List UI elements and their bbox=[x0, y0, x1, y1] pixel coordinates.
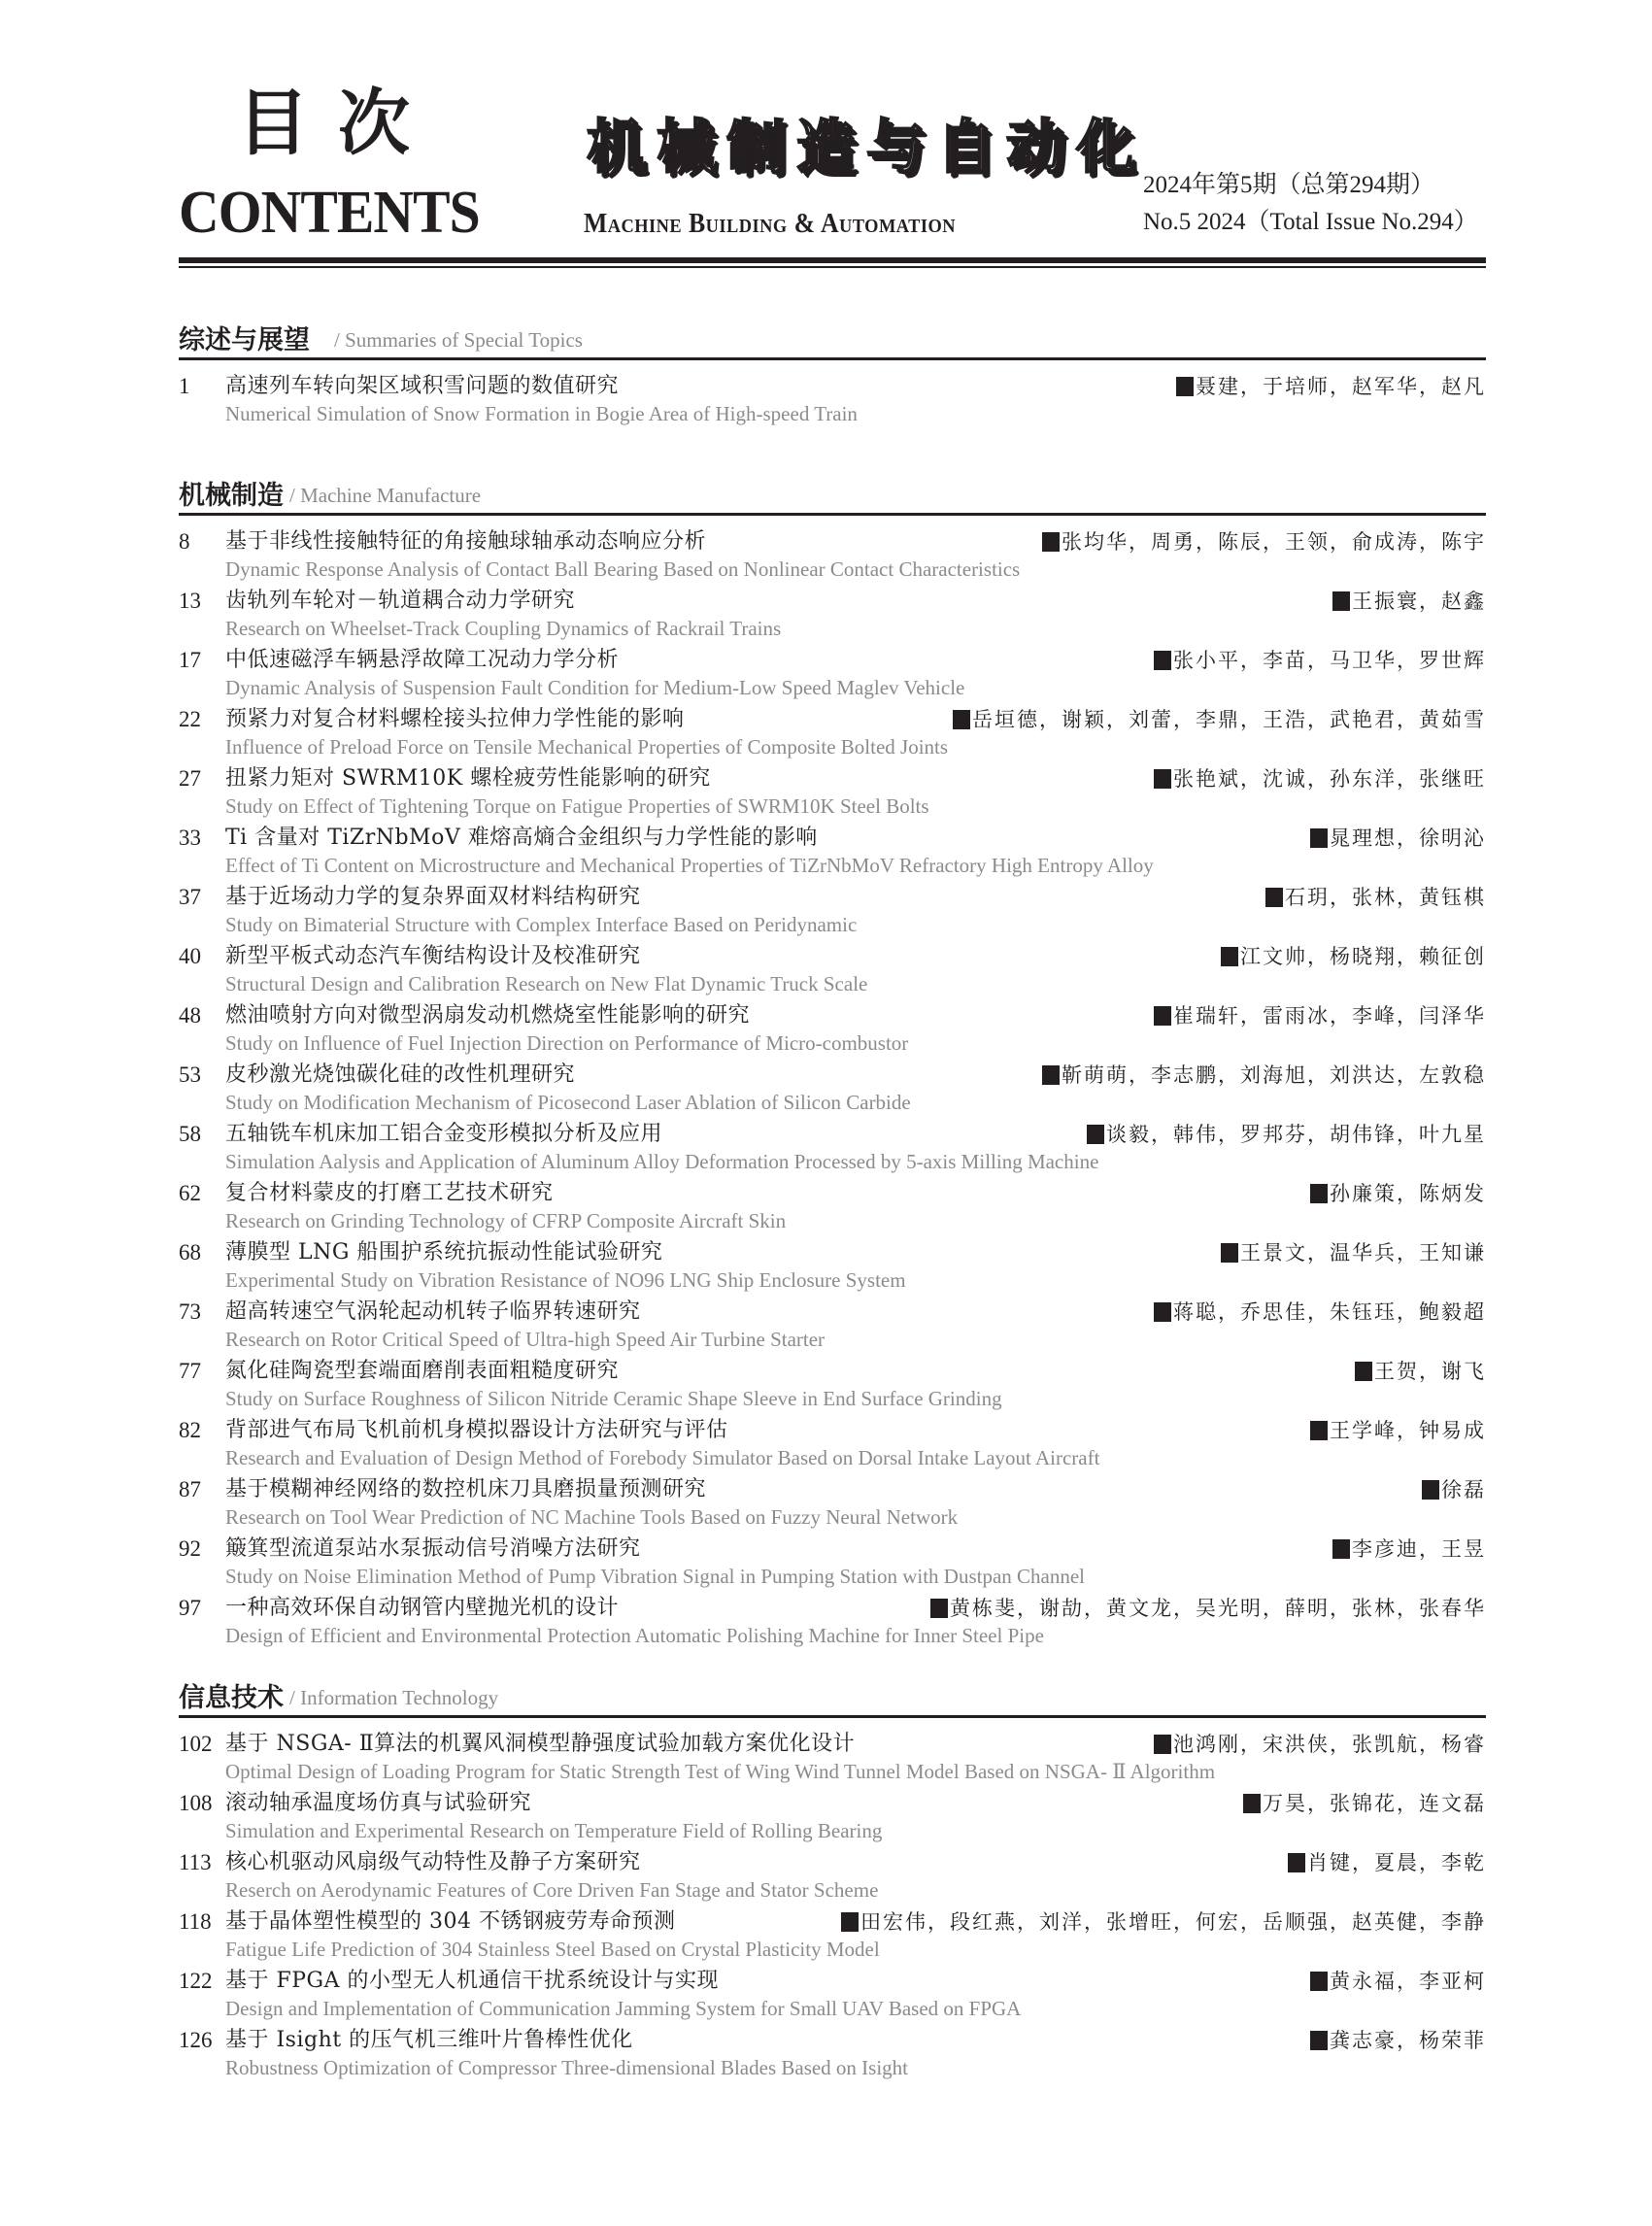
article-title-en[interactable]: Research on Grinding Technology of CFRP Composite Aircraft Skin bbox=[225, 1209, 787, 1232]
authors-text: 田宏伟，段红燕，刘洋，张增旺，何宏，岳顺强，赵英健，李静 bbox=[860, 1910, 1486, 1934]
toc-entry[interactable] bbox=[179, 1787, 1486, 1846]
author-list bbox=[1087, 1121, 1486, 1148]
toc-entry[interactable] bbox=[179, 1533, 1486, 1592]
article-title-cn[interactable]: 薄膜型 LNG 船围护系统抗振动性能试验研究 bbox=[225, 1240, 663, 1265]
authors-text: 张小平，李苗，马卫华，罗世辉 bbox=[1173, 649, 1486, 672]
article-title-cn[interactable]: 预紧力对复合材料螺栓接头拉伸力学性能的影响 bbox=[225, 707, 685, 731]
article-title-en[interactable]: Dynamic Analysis of Suspension Fault Condition for Medium-Low Speed Maglev Vehicle bbox=[225, 676, 965, 699]
author-list bbox=[1176, 373, 1486, 400]
authors-text: 徐磊 bbox=[1441, 1478, 1486, 1501]
author-marker-icon bbox=[1087, 1125, 1104, 1144]
article-title-cn[interactable]: 扭紧力矩对 SWRM10K 螺栓疲劳性能影响的研究 bbox=[225, 766, 711, 791]
toc-entry[interactable] bbox=[179, 762, 1486, 822]
author-list bbox=[1042, 528, 1486, 556]
section-title-cn: 综述与展望 bbox=[179, 325, 310, 355]
toc-entry[interactable] bbox=[179, 1473, 1486, 1533]
toc-entry[interactable] bbox=[179, 881, 1486, 940]
author-list bbox=[1154, 647, 1486, 674]
toc-entry[interactable] bbox=[179, 525, 1486, 585]
toc-entry[interactable] bbox=[179, 585, 1486, 644]
toc-entry[interactable] bbox=[179, 999, 1486, 1059]
author-marker-icon bbox=[1154, 769, 1171, 789]
article-title-cn[interactable]: 一种高效环保自动钢管内壁抛光机的设计 bbox=[225, 1596, 620, 1620]
article-title-en[interactable]: Study on Modification Mechanism of Picosecond Laser Ablation of Silicon Carbide bbox=[225, 1091, 911, 1114]
article-title-cn[interactable]: 簸箕型流道泵站水泵振动信号消噪方法研究 bbox=[225, 1536, 641, 1561]
author-marker-icon bbox=[1154, 1302, 1171, 1322]
toc-title-en: CONTENTS bbox=[179, 180, 480, 246]
author-marker-icon bbox=[1355, 1362, 1372, 1381]
article-title-en[interactable]: Robustness Optimization of Compressor Three-dimensional Blades Based on Isight bbox=[225, 2056, 909, 2079]
page-number: 126 bbox=[179, 2028, 213, 2052]
page-number: 27 bbox=[179, 766, 201, 791]
toc-entry[interactable] bbox=[179, 1296, 1486, 1355]
article-title-en[interactable]: Experimental Study on Vibration Resistance of NO96 LNG Ship Enclosure System bbox=[225, 1268, 906, 1292]
author-list bbox=[1310, 1180, 1486, 1207]
page-number: 58 bbox=[179, 1122, 201, 1146]
article-title-en[interactable]: Design and Implementation of Communication Jamming System for Small UAV Based on FPGA bbox=[225, 1997, 1022, 2020]
article-title-en[interactable]: Structural Design and Calibration Research on New Flat Dynamic Truck Scale bbox=[225, 972, 868, 995]
article-title-en[interactable]: Effect of Ti Content on Microstructure and Mechanical Properties of TiZrNbMoV Refractory High Entropy Alloy bbox=[225, 854, 1154, 877]
author-list bbox=[953, 706, 1486, 733]
article-title-cn[interactable]: 基于晶体塑性模型的 304 不锈钢疲劳寿命预测 bbox=[225, 1909, 676, 1934]
article-title-en[interactable]: Numerical Simulation of Snow Formation in Bogie Area of High-speed Train bbox=[225, 402, 858, 425]
article-title-en[interactable]: Design of Efficient and Environmental Protection Automatic Polishing Machine for Inner Steel Pipe bbox=[225, 1624, 1044, 1647]
page-number: 97 bbox=[179, 1596, 201, 1620]
authors-text: 肖键，夏晨，李乾 bbox=[1307, 1851, 1486, 1874]
article-title-cn[interactable]: 滚动轴承温度场仿真与试验研究 bbox=[225, 1791, 532, 1815]
article-title-cn[interactable]: 超高转速空气涡轮起动机转子临界转速研究 bbox=[225, 1299, 641, 1324]
author-list bbox=[1288, 1849, 1486, 1876]
page-number: 118 bbox=[179, 1909, 212, 1934]
authors-text: 池鸿刚，宋洪侠，张凯航，杨睿 bbox=[1173, 1733, 1486, 1756]
author-marker-icon bbox=[1154, 1006, 1171, 1026]
article-title-cn[interactable]: 背部进气布局飞机前机身模拟器设计方法研究与评估 bbox=[225, 1418, 728, 1442]
author-list bbox=[1221, 943, 1486, 970]
author-list bbox=[1310, 1968, 1486, 1995]
author-marker-icon bbox=[1221, 947, 1238, 966]
section-header bbox=[179, 472, 1486, 516]
author-marker-icon bbox=[1042, 532, 1060, 552]
author-list bbox=[1221, 1239, 1486, 1266]
authors-text: 江文帅，杨晓翔，赖征创 bbox=[1240, 945, 1486, 968]
page-number: 17 bbox=[179, 648, 201, 672]
article-title-cn[interactable]: 基于非线性接触特征的角接触球轴承动态响应分析 bbox=[225, 529, 707, 554]
author-marker-icon bbox=[1332, 1539, 1350, 1559]
journal-title-en: Machine Building & Automation bbox=[584, 209, 957, 239]
authors-text: 靳萌萌，李志鹏，刘海旭，刘洪达，左敦稳 bbox=[1062, 1063, 1486, 1087]
page-number: 82 bbox=[179, 1418, 201, 1442]
article-title-en[interactable]: Dynamic Response Analysis of Contact Ball Bearing Based on Nonlinear Contact Characteristics bbox=[225, 557, 1021, 581]
article-title-en[interactable]: Influence of Preload Force on Tensile Mechanical Properties of Composite Bolted Joints bbox=[225, 735, 949, 759]
article-title-cn[interactable]: 基于 NSGA- Ⅱ算法的机翼风洞模型静强度试验加载方案优化设计 bbox=[225, 1732, 856, 1756]
author-marker-icon bbox=[1042, 1065, 1060, 1085]
author-marker-icon bbox=[1221, 1243, 1238, 1263]
masthead-rule-thick bbox=[179, 257, 1486, 263]
article-title-cn[interactable]: 复合材料蒙皮的打磨工艺技术研究 bbox=[225, 1181, 554, 1205]
masthead bbox=[179, 78, 1486, 268]
article-title-cn[interactable]: 基于 FPGA 的小型无人机通信干扰系统设计与实现 bbox=[225, 1969, 720, 1993]
authors-text: 王贺，谢飞 bbox=[1374, 1360, 1486, 1383]
toc-entry[interactable] bbox=[179, 1592, 1486, 1651]
author-list bbox=[1310, 825, 1486, 852]
toc-entry[interactable] bbox=[179, 1906, 1486, 1965]
toc-entry[interactable] bbox=[179, 2024, 1486, 2083]
article-title-en[interactable]: Study on Bimaterial Structure with Complex Interface Based on Peridynamic bbox=[225, 913, 858, 936]
page-number: 113 bbox=[179, 1850, 212, 1874]
article-title-cn[interactable]: 氮化硅陶瓷型套端面磨削表面粗糙度研究 bbox=[225, 1359, 620, 1383]
author-list bbox=[1310, 1417, 1486, 1444]
authors-text: 王学峰，钟易成 bbox=[1330, 1419, 1486, 1442]
toc-entry[interactable] bbox=[179, 1177, 1486, 1236]
masthead-rule-thin bbox=[179, 266, 1486, 268]
author-marker-icon bbox=[953, 710, 970, 729]
section-title-en: / Summaries of Special Topics bbox=[334, 328, 583, 352]
author-list bbox=[1243, 1790, 1486, 1817]
toc-entry[interactable] bbox=[179, 1236, 1486, 1296]
page-number: 87 bbox=[179, 1477, 201, 1501]
author-marker-icon bbox=[1310, 1972, 1328, 1991]
article-title-cn[interactable]: 基于近场动力学的复杂界面双材料结构研究 bbox=[225, 885, 641, 909]
section-summaries bbox=[179, 317, 1486, 429]
authors-text: 孙廉策，陈炳发 bbox=[1330, 1182, 1486, 1205]
page-number: 40 bbox=[179, 944, 201, 968]
author-list bbox=[930, 1595, 1486, 1622]
section-header bbox=[179, 317, 1486, 360]
authors-text: 蒋聪，乔思佳，朱钰珏，鲍毅超 bbox=[1173, 1300, 1486, 1324]
article-title-en[interactable]: Study on Influence of Fuel Injection Direction on Performance of Micro-combustor bbox=[225, 1031, 909, 1055]
article-title-cn[interactable]: 核心机驱动风扇级气动特性及静子方案研究 bbox=[225, 1850, 641, 1874]
page-number: 102 bbox=[179, 1732, 213, 1756]
page-number: 77 bbox=[179, 1359, 201, 1383]
author-list bbox=[841, 1908, 1486, 1936]
authors-text: 聂建，于培师，赵军华，赵凡 bbox=[1196, 375, 1486, 398]
article-title-en[interactable]: Research on Rotor Critical Speed of Ultra-high Speed Air Turbine Starter bbox=[225, 1328, 826, 1351]
author-list bbox=[1042, 1062, 1486, 1089]
toc-entry[interactable] bbox=[179, 1414, 1486, 1473]
page-number: 73 bbox=[179, 1299, 201, 1324]
toc-entry[interactable] bbox=[179, 1355, 1486, 1414]
author-marker-icon bbox=[1265, 888, 1283, 907]
section-title-en: / Machine Manufacture bbox=[289, 484, 482, 507]
author-marker-icon bbox=[1332, 591, 1350, 611]
article-title-en[interactable]: Reserch on Aerodynamic Features of Core Driven Fan Stage and Stator Scheme bbox=[225, 1878, 879, 1902]
article-title-cn[interactable]: 中低速磁浮车辆悬浮故障工况动力学分析 bbox=[225, 648, 620, 672]
article-title-en[interactable]: Simulation and Experimental Research on Temperature Field of Rolling Bearing bbox=[225, 1819, 883, 1842]
page-number: 37 bbox=[179, 885, 201, 909]
article-title-cn[interactable]: Ti 含量对 TiZrNbMoV 难熔高熵合金组织与力学性能的影响 bbox=[225, 826, 818, 850]
author-list bbox=[1154, 1731, 1486, 1758]
section-title-cn: 信息技术 bbox=[179, 1683, 284, 1713]
author-list bbox=[1154, 1002, 1486, 1029]
issue-info-en: No.5 2024（Total Issue No.294） bbox=[1143, 209, 1478, 235]
article-title-en[interactable]: Study on Effect of Tightening Torque on Fatigue Properties of SWRM10K Steel Bolts bbox=[225, 794, 929, 818]
section-machine-manufacture bbox=[179, 472, 1486, 1651]
article-title-en[interactable]: Research on Tool Wear Prediction of NC Machine Tools Based on Fuzzy Neural Network bbox=[225, 1505, 959, 1529]
article-title-en[interactable]: Research on Wheelset-Track Coupling Dynamics of Rackrail Trains bbox=[225, 617, 782, 640]
issue-info-cn: 2024年第5期（总第294期） bbox=[1143, 172, 1435, 198]
page-number: 68 bbox=[179, 1240, 201, 1265]
article-title-cn[interactable]: 燃油喷射方向对微型涡扇发动机燃烧室性能影响的研究 bbox=[225, 1003, 751, 1028]
page-number: 33 bbox=[179, 826, 201, 850]
entry-list bbox=[179, 370, 1486, 429]
authors-text: 张均华，周勇，陈辰，王领，俞成涛，陈宇 bbox=[1062, 530, 1486, 554]
article-title-cn[interactable]: 新型平板式动态汽车衡结构设计及校准研究 bbox=[225, 944, 641, 968]
toc-entry[interactable] bbox=[179, 370, 1486, 429]
author-marker-icon bbox=[1154, 651, 1171, 670]
toc-entry[interactable] bbox=[179, 1728, 1486, 1787]
article-title-cn[interactable]: 皮秒激光烧蚀碳化硅的改性机理研究 bbox=[225, 1062, 576, 1087]
author-list bbox=[1422, 1476, 1486, 1503]
article-title-en[interactable]: Simulation Aalysis and Application of Aluminum Alloy Deformation Processed by 5-axis Milling Machine bbox=[225, 1150, 1099, 1173]
authors-text: 李彦迪，王昱 bbox=[1352, 1537, 1486, 1561]
author-marker-icon bbox=[841, 1912, 859, 1932]
article-title-en[interactable]: Study on Noise Elimination Method of Pump Vibration Signal in Pumping Station with Dustpan Channel bbox=[225, 1565, 1086, 1588]
authors-text: 石玥，张林，黄钰棋 bbox=[1285, 886, 1486, 909]
author-marker-icon bbox=[1176, 377, 1194, 396]
author-marker-icon bbox=[1310, 1184, 1328, 1203]
author-list bbox=[1265, 884, 1486, 911]
author-marker-icon bbox=[1310, 2031, 1328, 2050]
author-marker-icon bbox=[1243, 1794, 1261, 1813]
page-number: 108 bbox=[179, 1791, 213, 1815]
author-marker-icon bbox=[1310, 1421, 1328, 1440]
author-list bbox=[1332, 1535, 1486, 1563]
section-header bbox=[179, 1674, 1486, 1718]
authors-text: 张艳斌，沈诚，孙东洋，张继旺 bbox=[1173, 767, 1486, 791]
authors-text: 黄栋斐，谢劼，黄文龙，吴光明，薛明，张林，张春华 bbox=[950, 1597, 1486, 1620]
article-title-cn[interactable]: 齿轨列车轮对－轨道耦合动力学研究 bbox=[225, 589, 576, 613]
entry-list bbox=[179, 1728, 1486, 2083]
authors-text: 谈毅，韩伟，罗邦芬，胡伟锋，叶九星 bbox=[1106, 1123, 1486, 1146]
page-number: 48 bbox=[179, 1003, 201, 1028]
page-number: 122 bbox=[179, 1969, 213, 1993]
section-title-en: / Information Technology bbox=[289, 1686, 499, 1709]
article-title-cn[interactable]: 五轴铣车机床加工铝合金变形模拟分析及应用 bbox=[225, 1122, 663, 1146]
author-marker-icon bbox=[1154, 1735, 1171, 1754]
article-title-en[interactable]: Fatigue Life Prediction of 304 Stainless Steel Based on Crystal Plasticity Model bbox=[225, 1938, 880, 1961]
article-title-cn[interactable]: 基于模糊神经网络的数控机床刀具磨损量预测研究 bbox=[225, 1477, 707, 1501]
authors-text: 崔瑞轩，雷雨冰，李峰，闫泽华 bbox=[1173, 1004, 1486, 1028]
page-number: 8 bbox=[179, 529, 190, 554]
toc-entry[interactable] bbox=[179, 940, 1486, 999]
toc-entry[interactable] bbox=[179, 703, 1486, 762]
author-list bbox=[1355, 1358, 1486, 1385]
author-marker-icon bbox=[1288, 1853, 1305, 1872]
page-number: 62 bbox=[179, 1181, 201, 1205]
toc-entry[interactable] bbox=[179, 1118, 1486, 1177]
page-number: 22 bbox=[179, 707, 201, 731]
article-title-en[interactable]: Optimal Design of Loading Program for Static Strength Test of Wing Wind Tunnel Model Based on NSGA- Ⅱ Algorithm bbox=[225, 1760, 1216, 1783]
authors-text: 黄永福，李亚柯 bbox=[1330, 1970, 1486, 1993]
toc-title-cn: 目次 bbox=[237, 82, 439, 165]
author-list bbox=[1310, 2027, 1486, 2054]
author-marker-icon bbox=[1310, 828, 1328, 848]
section-title-cn: 机械制造 bbox=[179, 481, 284, 511]
page-number: 92 bbox=[179, 1536, 201, 1561]
article-title-en[interactable]: Research and Evaluation of Design Method of Forebody Simulator Based on Dorsal Intake Layout Aircraft bbox=[225, 1446, 1100, 1469]
page-number: 1 bbox=[179, 374, 190, 398]
author-list bbox=[1154, 765, 1486, 793]
toc-entry[interactable] bbox=[179, 822, 1486, 881]
toc-entry[interactable] bbox=[179, 1846, 1486, 1906]
entry-list bbox=[179, 525, 1486, 1651]
page-number: 53 bbox=[179, 1062, 201, 1087]
author-list bbox=[1332, 588, 1486, 615]
author-marker-icon bbox=[1422, 1480, 1439, 1500]
article-title-en[interactable]: Study on Surface Roughness of Silicon Nitride Ceramic Shape Sleeve in End Surface Grinding bbox=[225, 1387, 1002, 1410]
authors-text: 王景文，温华兵，王知谦 bbox=[1240, 1241, 1486, 1265]
author-marker-icon bbox=[930, 1599, 948, 1618]
article-title-cn[interactable]: 基于 Isight 的压气机三维叶片鲁棒性优化 bbox=[225, 2028, 633, 2052]
article-title-cn[interactable]: 高速列车转向架区域积雪问题的数值研究 bbox=[225, 374, 620, 398]
authors-text: 王振寰，赵鑫 bbox=[1352, 590, 1486, 613]
author-list bbox=[1154, 1298, 1486, 1326]
authors-text: 晁理想，徐明沁 bbox=[1330, 826, 1486, 850]
authors-text: 龚志豪，杨荣菲 bbox=[1330, 2029, 1486, 2052]
toc-entry[interactable] bbox=[179, 1965, 1486, 2024]
journal-title-cn: 机械制造与自动化 bbox=[587, 114, 1146, 182]
toc-entry[interactable] bbox=[179, 1059, 1486, 1118]
page-number: 13 bbox=[179, 589, 201, 613]
section-information-technology bbox=[179, 1674, 1486, 2083]
toc-entry[interactable] bbox=[179, 644, 1486, 703]
authors-text: 万昊，张锦花，连文磊 bbox=[1263, 1792, 1486, 1815]
authors-text: 岳垣德，谢颖，刘蕾，李鼎，王浩，武艳君，黄茹雪 bbox=[972, 708, 1486, 731]
